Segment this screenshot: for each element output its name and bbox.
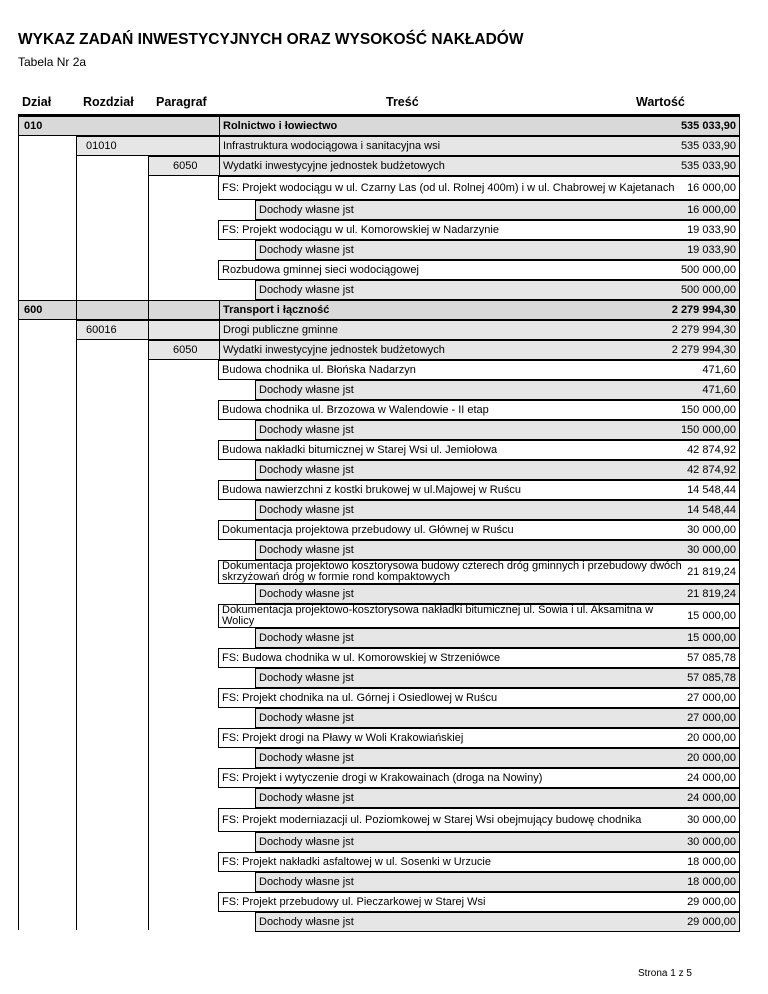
task-row [218, 648, 740, 668]
rozdzial-value: 535 033,90 [680, 140, 736, 152]
task-row [218, 768, 740, 788]
task-label: FS: Budowa chodnika w ul. Komorowskiej w Strzeniówce [222, 651, 501, 664]
funding-source-row [255, 280, 740, 300]
funding-source-value: 471,60 [702, 384, 736, 396]
funding-source-value: 42 874,92 [687, 464, 736, 476]
paragraf-row [148, 156, 740, 176]
task-row [218, 728, 740, 748]
funding-source-label: Dochody własne jst [259, 711, 354, 724]
funding-source-row [255, 708, 740, 728]
dzial-label: Transport i łączność [219, 301, 672, 319]
funding-source-row [255, 832, 740, 852]
task-label: Dokumentacja projektowo kosztorysowa budowy czterech dróg gminnych i przebudowy dwóch skrzyżowań dróg w formie rond kompaktowych [222, 560, 682, 583]
task-value: 20 000,00 [687, 732, 736, 744]
funding-source-label: Dochody własne jst [259, 835, 354, 848]
funding-source-label: Dochody własne jst [259, 587, 354, 600]
funding-source-row [255, 500, 740, 520]
task-row [218, 604, 740, 628]
funding-source-label: Dochody własne jst [259, 423, 354, 436]
task-label: FS: Projekt moderniazacji ul. Poziomkowej w Starej Wsi obejmujący budowę chodnika [222, 813, 642, 826]
task-label: Budowa chodnika ul. Błońska Nadarzyn [222, 363, 416, 376]
task-value: 471,60 [702, 364, 736, 376]
funding-source-label: Dochody własne jst [259, 791, 354, 804]
funding-source-value: 14 548,44 [687, 504, 736, 516]
funding-source-label: Dochody własne jst [259, 203, 354, 216]
task-label: FS: Projekt drogi na Pławy w Woli Krakowiańskiej [222, 731, 464, 744]
task-row [218, 220, 740, 240]
task-value: 27 000,00 [687, 692, 736, 704]
funding-source-label: Dochody własne jst [259, 283, 354, 296]
dzial-column-rule [18, 136, 19, 930]
funding-source-value: 30 000,00 [687, 544, 736, 556]
task-label: FS: Projekt wodociągu w ul. Komorowskiej w Nadarzynie [222, 223, 499, 236]
dzial-code: 600 [24, 304, 43, 316]
task-label: Budowa nawierzchni z kostki brukowej w ul.Majowej w Ruścu [222, 483, 521, 496]
task-value: 16 000,00 [687, 182, 736, 194]
funding-source-label: Dochody własne jst [259, 875, 354, 888]
task-row [218, 176, 740, 200]
dzial-value: 2 279 994,30 [671, 304, 736, 316]
task-value: 500 000,00 [680, 264, 736, 276]
task-value: 24 000,00 [687, 772, 736, 784]
task-value: 30 000,00 [687, 524, 736, 536]
funding-source-row [255, 628, 740, 648]
funding-source-value: 29 000,00 [687, 916, 736, 928]
funding-source-value: 500 000,00 [680, 284, 736, 296]
funding-source-label: Dochody własne jst [259, 383, 354, 396]
paragraf-label: Wydatki inwestycyjne jednostek budżetowych [219, 157, 681, 175]
task-row [218, 440, 740, 460]
funding-source-row [255, 668, 740, 688]
funding-source-row [255, 788, 740, 808]
dzial-row [18, 300, 740, 320]
task-value: 21 819,24 [687, 566, 736, 578]
task-row [218, 520, 740, 540]
task-value: 29 000,00 [687, 896, 736, 908]
task-row [218, 560, 740, 584]
funding-source-label: Dochody własne jst [259, 751, 354, 764]
table-number: Tabela Nr 2a [18, 55, 87, 69]
task-label: Dokumentacja projektowo-kosztorysowa nakładki bitumicznej ul. Sowia i ul. Aksamitna w Wolicy [222, 604, 654, 627]
task-value: 15 000,00 [687, 610, 736, 622]
paragraf-column-rule [148, 176, 149, 930]
task-row [218, 808, 740, 832]
paragraf-code: 6050 [173, 160, 198, 172]
funding-source-value: 18 000,00 [687, 876, 736, 888]
funding-source-row [255, 912, 740, 932]
paragraf-label: Wydatki inwestycyjne jednostek budżetowych [219, 341, 672, 359]
funding-source-label: Dochody własne jst [259, 243, 354, 256]
funding-source-label: Dochody własne jst [259, 915, 354, 928]
rozdzial-row [76, 136, 740, 156]
funding-source-label: Dochody własne jst [259, 503, 354, 516]
task-label: Dokumentacja projektowa przebudowy ul. Głównej w Ruścu [222, 523, 514, 536]
rozdzial-label: Infrastruktura wodociągowa i sanitacyjna wsi [219, 137, 681, 155]
task-value: 18 000,00 [687, 856, 736, 868]
task-value: 14 548,44 [687, 484, 736, 496]
funding-source-value: 57 085,78 [687, 672, 736, 684]
funding-source-row [255, 460, 740, 480]
rozdzial-value: 2 279 994,30 [671, 324, 736, 336]
funding-source-row [255, 748, 740, 768]
dzial-value: 535 033,90 [680, 120, 736, 132]
funding-source-row [255, 540, 740, 560]
funding-source-label: Dochody własne jst [259, 631, 354, 644]
task-value: 19 033,90 [687, 224, 736, 236]
task-label: FS: Projekt wodociągu w ul. Czarny Las (od ul. Rolnej 400m) i w ul. Chabrowej w Kajetanach [222, 181, 675, 194]
task-row [218, 688, 740, 708]
funding-source-row [255, 872, 740, 892]
task-label: FS: Projekt i wytyczenie drogi w Krakowainach (droga na Nowiny) [222, 771, 543, 784]
header-dzial: Dział [22, 95, 52, 109]
funding-source-value: 150 000,00 [680, 424, 736, 436]
page-title: WYKAZ ZADAŃ INWESTYCYJNYCH ORAZ WYSOKOŚĆ NAKŁADÓW [18, 31, 524, 48]
dzial-row [18, 116, 740, 136]
funding-source-row [255, 584, 740, 604]
task-label: Budowa nakładki bitumicznej w Starej Wsi ul. Jemiołowa [222, 443, 498, 456]
header-wartosc: Wartość [636, 95, 685, 109]
task-row [218, 400, 740, 420]
header-paragraf: Paragraf [156, 95, 207, 109]
funding-source-value: 16 000,00 [687, 204, 736, 216]
funding-source-value: 20 000,00 [687, 752, 736, 764]
task-value: 42 874,92 [687, 444, 736, 456]
paragraf-code: 6050 [173, 344, 198, 356]
task-label: FS: Projekt nakładki asfaltowej w ul. Sosenki w Urzucie [222, 855, 491, 868]
task-label: FS: Projekt chodnika na ul. Górnej i Osiedlowej w Ruścu [222, 691, 498, 704]
funding-source-value: 15 000,00 [687, 632, 736, 644]
paragraf-value: 2 279 994,30 [671, 344, 736, 356]
rozdzial-row [76, 320, 740, 340]
funding-source-label: Dochody własne jst [259, 671, 354, 684]
task-label: Budowa chodnika ul. Brzozowa w Walendowie - II etap [222, 403, 489, 416]
header-tresc: Treść [386, 95, 419, 109]
rozdzial-label: Drogi publiczne gminne [219, 321, 672, 339]
task-row [218, 852, 740, 872]
rozdzial-code: 01010 [86, 140, 117, 152]
task-value: 150 000,00 [680, 404, 736, 416]
funding-source-value: 21 819,24 [687, 588, 736, 600]
funding-source-value: 27 000,00 [687, 712, 736, 724]
dzial-label: Rolnictwo i łowiectwo [219, 117, 681, 135]
rozdzial-code: 60016 [86, 324, 117, 336]
header-rozdzial: Rozdział [83, 95, 134, 109]
task-value: 57 085,78 [687, 652, 736, 664]
task-value: 30 000,00 [687, 814, 736, 826]
page-number: Strona 1 z 5 [638, 968, 692, 979]
paragraf-value: 535 033,90 [680, 160, 736, 172]
task-row [218, 480, 740, 500]
task-row [218, 260, 740, 280]
funding-source-label: Dochody własne jst [259, 463, 354, 476]
funding-source-row [255, 240, 740, 260]
funding-source-label: Dochody własne jst [259, 543, 354, 556]
paragraf-row [148, 340, 740, 360]
task-row [218, 892, 740, 912]
rozdzial-column-rule [76, 156, 77, 930]
funding-source-row [255, 380, 740, 400]
funding-source-value: 30 000,00 [687, 836, 736, 848]
funding-source-value: 24 000,00 [687, 792, 736, 804]
task-label: Rozbudowa gminnej sieci wodociągowej [222, 263, 419, 276]
funding-source-row [255, 420, 740, 440]
dzial-code: 010 [24, 120, 43, 132]
task-label: FS: Projekt przebudowy ul. Pieczarkowej w Starej Wsi [222, 895, 486, 908]
funding-source-row [255, 200, 740, 220]
funding-source-value: 19 033,90 [687, 244, 736, 256]
task-row [218, 360, 740, 380]
